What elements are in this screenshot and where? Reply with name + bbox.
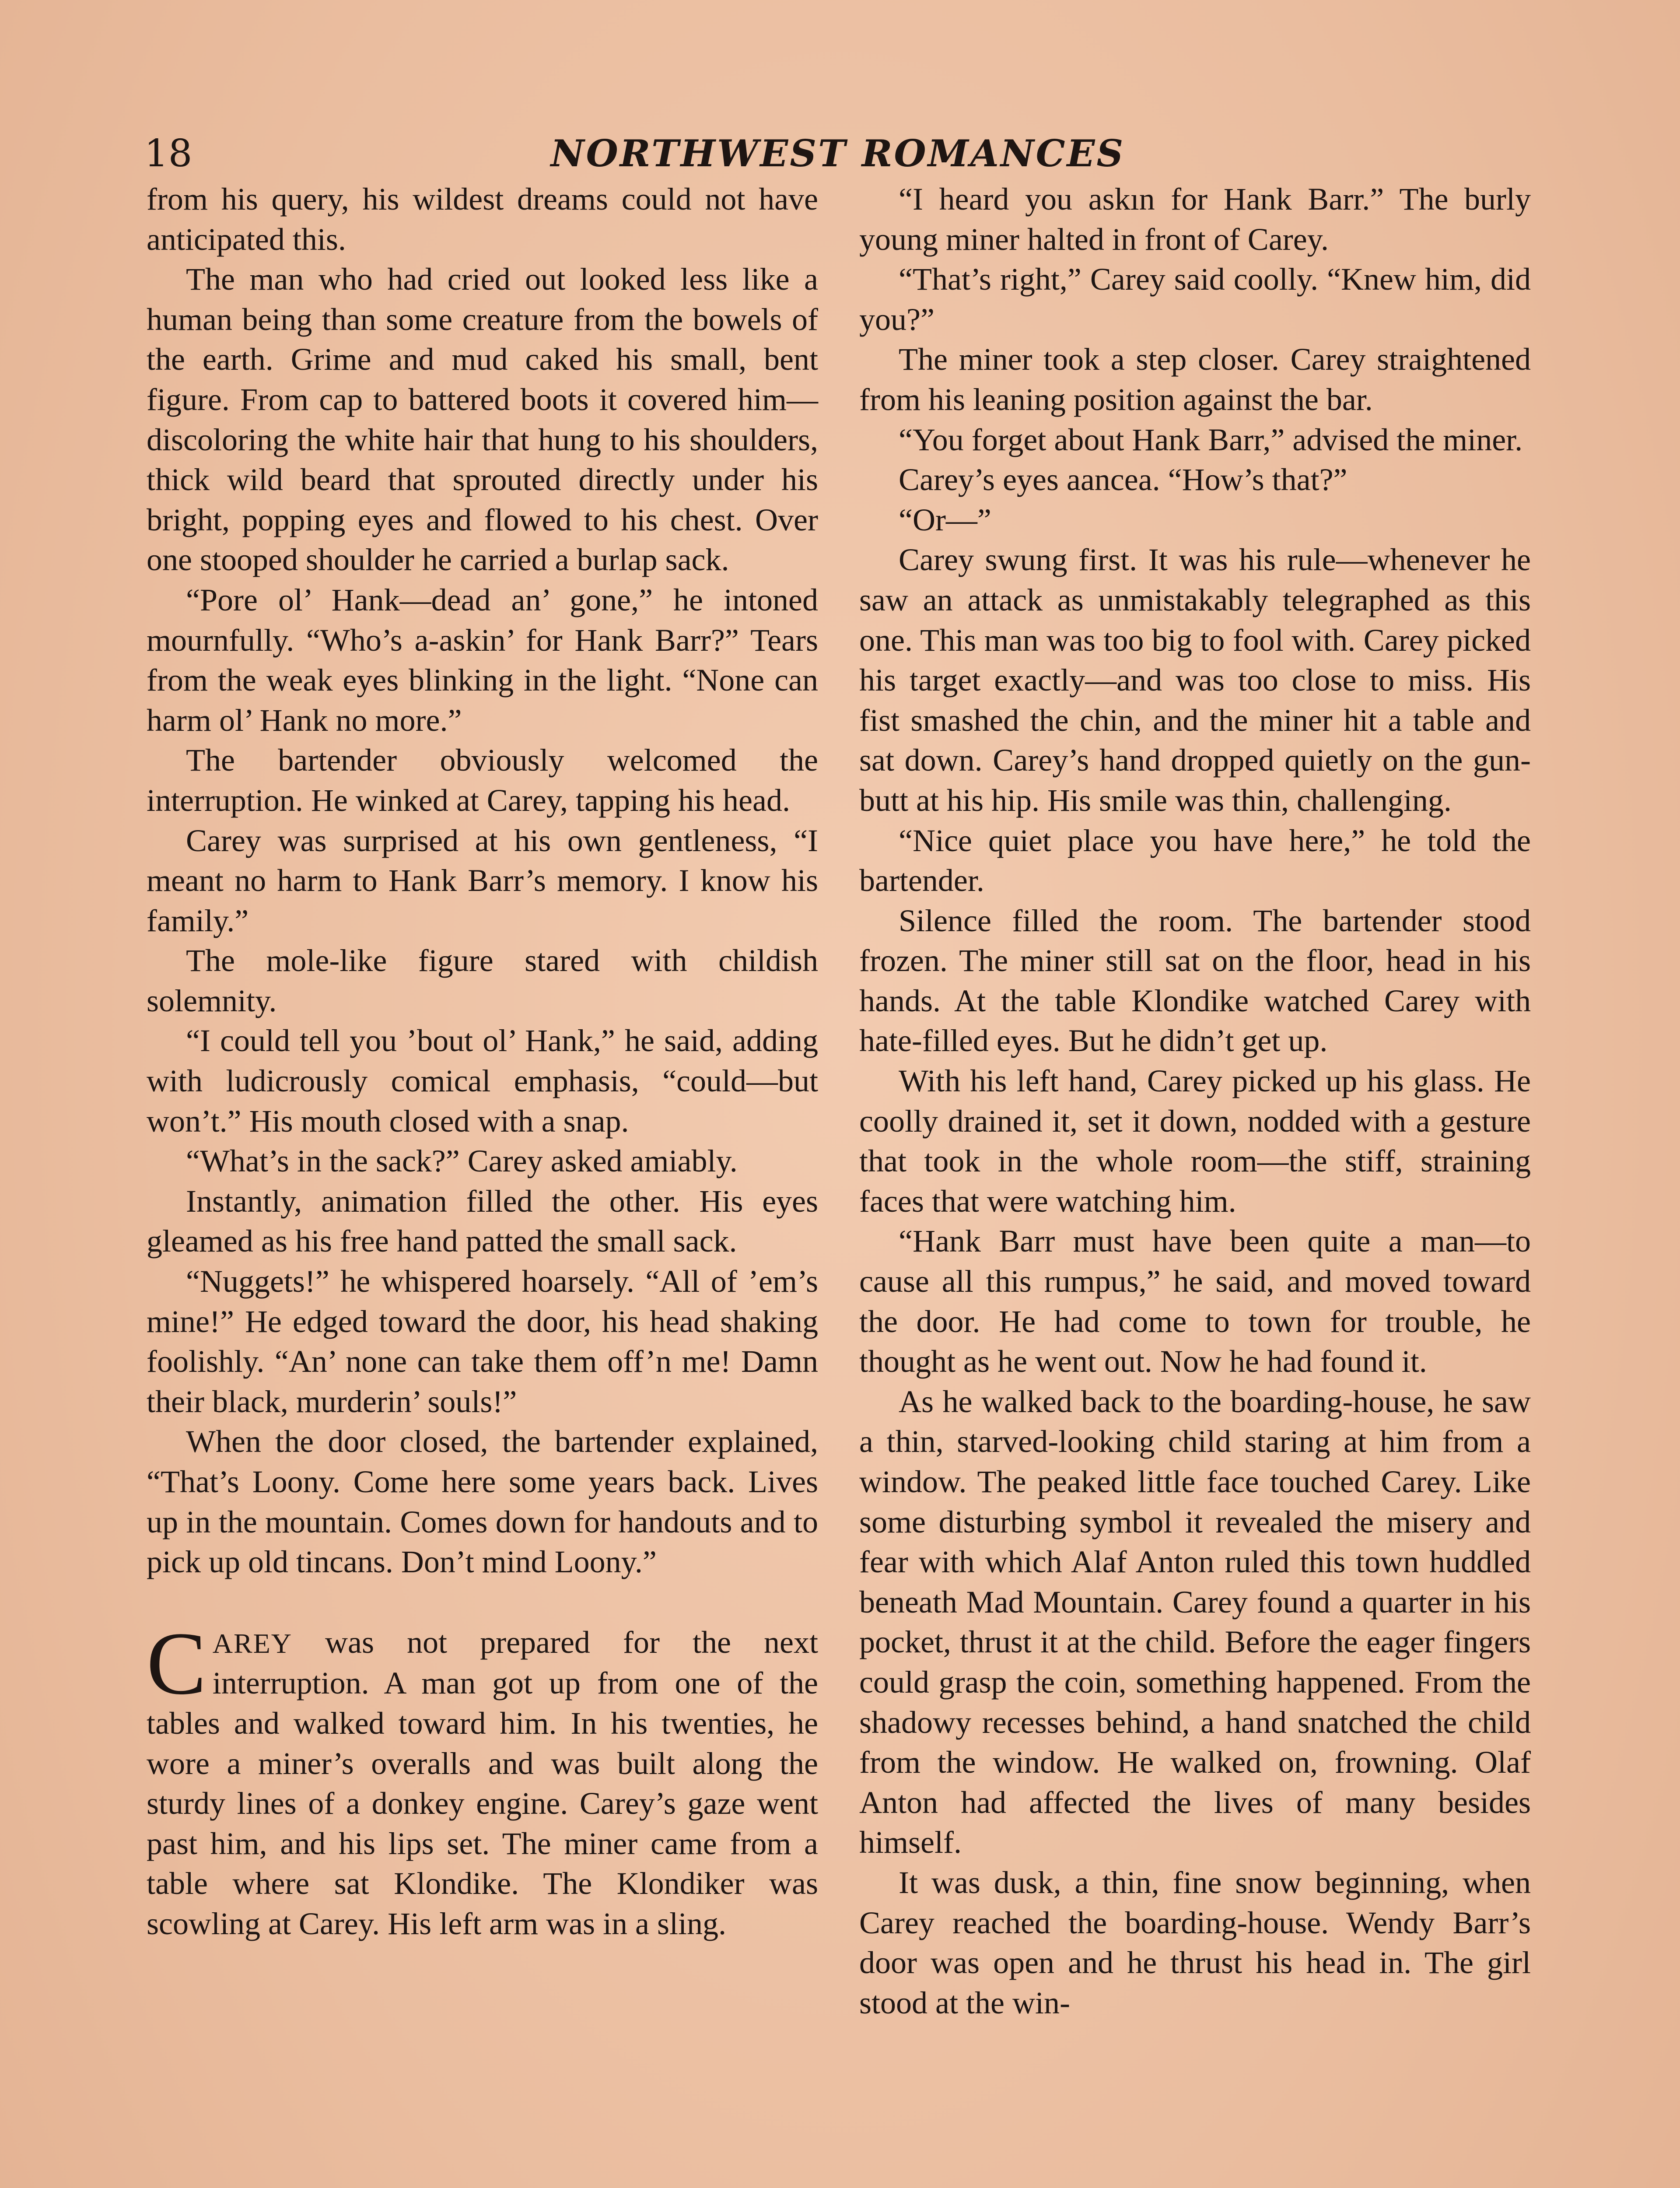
paragraph: “Pore ol’ Hank—dead an’ gone,” he intoned mournfully. “Who’s a-askin’ for Hank Barr?” Tears from the weak eyes blinking in the light. “None can harm ol’ Hank no more.” [147, 582, 818, 738]
paragraph: “I heard you askın for Hank Barr.” The burly young miner halted in front of Carey. [859, 182, 1531, 257]
paragraph: The mole-like figure stared with childish solemnity. [147, 943, 818, 1018]
paragraph: Carey’s eyes aancea. “How’s that?” [899, 462, 1348, 498]
paragraph: The bartender obviously welcomed the interruption. He winked at Carey, tapping his head. [147, 743, 818, 818]
left-column [147, 179, 818, 1944]
paragraph: “What’s in the sack?” Carey asked amiably. [186, 1143, 738, 1179]
page-header [144, 130, 1531, 179]
paragraph: It was dusk, a thin, fine snow beginning, when Carey reached the boarding-house. Wendy Barr’s door was open and he thrust his head in. The girl stood at the win- [859, 1865, 1531, 2020]
magazine-title: NORTHWEST ROMANCES [550, 132, 1125, 175]
paragraph: “Nuggets!” he whispered hoarsely. “All of ’em’s mine!” He edged toward the door, his head shaking foolishly. “An’ none can take them off’n me! Damn their black, murderin’ souls!” [147, 1264, 818, 1419]
paragraph: As he walked back to the boarding-house, he saw a thin, starved-looking child staring at him from a window. The peaked little face touched Carey. Like some disturbing symbol it revealed the misery and fear with which Alaf Anton ruled this town huddled beneath Mad Mountain. Carey found a quarter in his pocket, thrust it at the child. Before the eager fingers could grasp the coin, something happened. From the shadowy recesses behind, a hand snatched the child from the window. He walked on, frowning. Olaf Anton had affected the lives of many besides himself. [859, 1384, 1531, 1860]
dropcap-paragraph-text: was not prepared for the next interruption. A man got up from one of the tables and walked toward him. In his twenties, he wore a miner’s overalls and was built along the sturdy lines of a donkey engine. Carey’s gaze went past him, and his lips set. The miner came from a table where sat Klondike. The Klondiker was scowling at Carey. His left arm was in a sling. [147, 1624, 818, 1941]
paragraph: The miner took a step closer. Carey straightened from his leaning position against the bar. [859, 342, 1531, 417]
paragraph: Carey was surprised at his own gentleness, “I meant no harm to Hank Barr’s memory. I know his family.” [147, 823, 818, 938]
paragraph: “Or—” [899, 502, 991, 537]
paragraph: from his query, his wildest dreams could not have anticipated this. [147, 182, 818, 257]
paragraph: “You forget about Hank Barr,” advised the miner. [899, 422, 1523, 457]
paragraph: The man who had cried out looked less like a human being than some creature from the bowels of the earth. Grime and mud caked his small, bent figure. From cap to battered boots it covered him—discoloring the white hair that hung to his shoulders, thick wild beard that sprouted directly under his bright, popping eyes and flowed to his chest. Over one stooped shoulder he carried a burlap sack. [147, 262, 818, 578]
paragraph: “Hank Barr must have been quite a man—to cause all this rumpus,” he said, and moved toward the door. He had come to town for trouble, he thought as he went out. Now he had found it. [859, 1224, 1531, 1379]
dropcap-paragraph [147, 1613, 818, 1944]
paragraph: Instantly, animation filled the other. His eyes gleamed as his free hand patted the small sack. [147, 1183, 818, 1259]
paragraph: “That’s right,” Carey said coolly. “Knew him, did you?” [859, 262, 1531, 337]
dropcap-word-rest: AREY [212, 1627, 292, 1659]
paragraph: With his left hand, Carey picked up his glass. He coolly drained it, set it down, nodded with a gesture that took in the whole room—the stiff, straining faces that were watching him. [859, 1063, 1531, 1219]
drop-cap: C [147, 1613, 206, 1713]
paragraph: “Nice quiet place you have here,” he told the bartender. [859, 823, 1531, 898]
paragraph: “I could tell you ’bout ol’ Hank,” he said, adding with ludicrously comical emphasis, “could—but won’t.” His mouth closed with a snap. [147, 1023, 818, 1139]
paragraph: Carey swung first. It was his rule—whenever he saw an attack as unmistakably telegraphed as this one. This man was too big to fool with. Carey picked his target exactly—and was too close to miss. His fist smashed the chin, and the miner hit a table and sat down. Carey’s hand dropped quietly on the gun-butt at his hip. His smile was thin, challenging. [859, 542, 1531, 818]
right-column [859, 179, 1531, 2023]
paragraph: Silence filled the room. The bartender stood frozen. The miner still sat on the floor, head in his hands. At the table Klondike watched Carey with hate-filled eyes. But he didn’t get up. [859, 903, 1531, 1059]
paragraph: When the door closed, the bartender explained, “That’s Loony. Come here some years back. Lives up in the mountain. Comes down for handouts and to pick up old tincans. Don’t mind Loony.” [147, 1424, 818, 1580]
page-number: 18 [144, 132, 192, 175]
